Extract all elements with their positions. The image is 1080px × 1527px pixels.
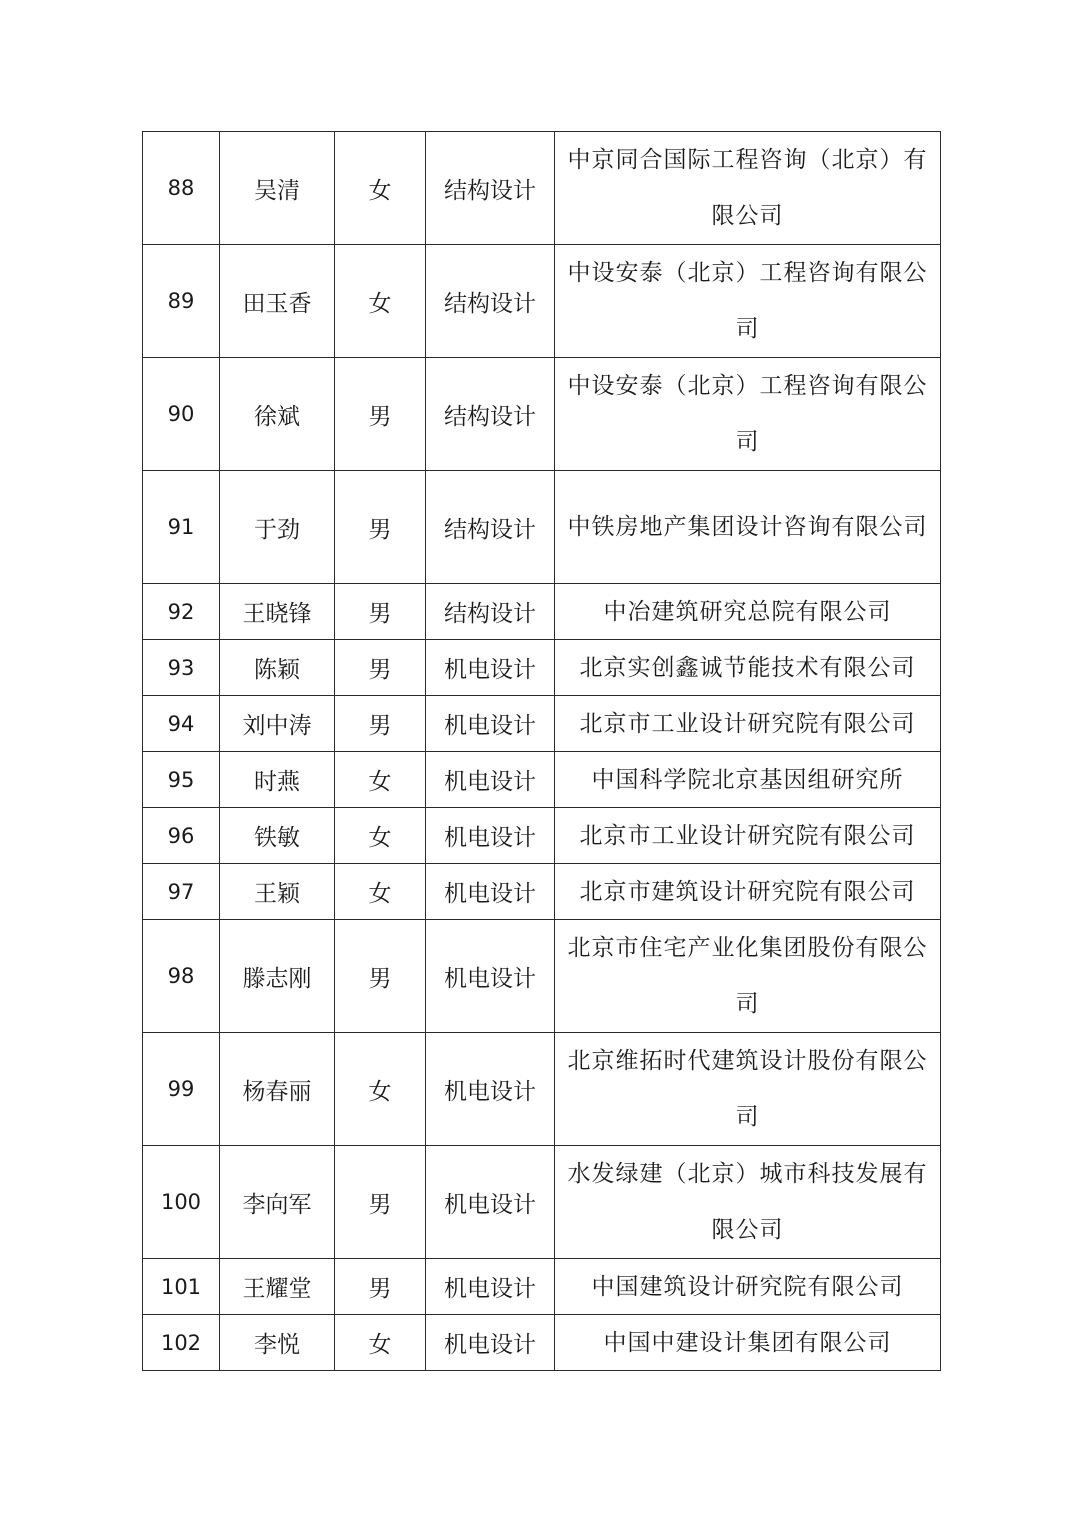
gender: 男 — [335, 471, 426, 584]
row-number: 97 — [143, 864, 220, 920]
table-row — [143, 1146, 941, 1259]
organization: 北京实创鑫诚节能技术有限公司 — [555, 640, 941, 696]
person-name: 李向军 — [220, 1146, 335, 1259]
row-number: 92 — [143, 584, 220, 640]
gender: 女 — [335, 1033, 426, 1146]
gender: 男 — [335, 1259, 426, 1315]
row-number: 91 — [143, 471, 220, 584]
specialty: 机电设计 — [426, 752, 555, 808]
organization: 水发绿建（北京）城市科技发展有限公司 — [555, 1146, 941, 1259]
gender: 女 — [335, 132, 426, 245]
gender: 男 — [335, 920, 426, 1033]
table-row — [143, 584, 941, 640]
row-number: 90 — [143, 358, 220, 471]
table-row — [143, 1033, 941, 1146]
organization: 北京市住宅产业化集团股份有限公司 — [555, 920, 941, 1033]
row-number: 89 — [143, 245, 220, 358]
table-row — [143, 471, 941, 584]
organization: 北京市工业设计研究院有限公司 — [555, 696, 941, 752]
person-name: 刘中涛 — [220, 696, 335, 752]
specialty: 机电设计 — [426, 1315, 555, 1371]
row-number: 95 — [143, 752, 220, 808]
row-number: 100 — [143, 1146, 220, 1259]
person-name: 于劲 — [220, 471, 335, 584]
row-number: 98 — [143, 920, 220, 1033]
gender: 女 — [335, 808, 426, 864]
row-number: 101 — [143, 1259, 220, 1315]
gender: 女 — [335, 245, 426, 358]
organization: 中设安泰（北京）工程咨询有限公司 — [555, 245, 941, 358]
row-number: 99 — [143, 1033, 220, 1146]
gender: 男 — [335, 640, 426, 696]
specialty: 结构设计 — [426, 245, 555, 358]
gender: 女 — [335, 864, 426, 920]
organization: 中国中建设计集团有限公司 — [555, 1315, 941, 1371]
roster-table — [142, 131, 941, 1371]
gender: 男 — [335, 696, 426, 752]
gender: 女 — [335, 1315, 426, 1371]
table-row — [143, 358, 941, 471]
person-name: 杨春丽 — [220, 1033, 335, 1146]
person-name: 徐斌 — [220, 358, 335, 471]
organization: 中铁房地产集团设计咨询有限公司 — [555, 471, 941, 584]
table-row — [143, 640, 941, 696]
person-name: 李悦 — [220, 1315, 335, 1371]
organization: 中冶建筑研究总院有限公司 — [555, 584, 941, 640]
table-row — [143, 696, 941, 752]
specialty: 机电设计 — [426, 864, 555, 920]
row-number: 94 — [143, 696, 220, 752]
gender: 男 — [335, 584, 426, 640]
organization: 中国科学院北京基因组研究所 — [555, 752, 941, 808]
person-name: 王耀堂 — [220, 1259, 335, 1315]
specialty: 结构设计 — [426, 471, 555, 584]
table-row — [143, 1315, 941, 1371]
specialty: 机电设计 — [426, 920, 555, 1033]
organization: 中设安泰（北京）工程咨询有限公司 — [555, 358, 941, 471]
row-number: 93 — [143, 640, 220, 696]
table-row — [143, 1259, 941, 1315]
specialty: 机电设计 — [426, 1146, 555, 1259]
specialty: 机电设计 — [426, 696, 555, 752]
organization: 北京维拓时代建筑设计股份有限公司 — [555, 1033, 941, 1146]
specialty: 机电设计 — [426, 1033, 555, 1146]
organization: 北京市工业设计研究院有限公司 — [555, 808, 941, 864]
table-row — [143, 808, 941, 864]
table-row — [143, 864, 941, 920]
specialty: 结构设计 — [426, 132, 555, 245]
row-number: 102 — [143, 1315, 220, 1371]
organization: 北京市建筑设计研究院有限公司 — [555, 864, 941, 920]
row-number: 96 — [143, 808, 220, 864]
specialty: 机电设计 — [426, 640, 555, 696]
specialty: 结构设计 — [426, 358, 555, 471]
gender: 男 — [335, 1146, 426, 1259]
table-row — [143, 132, 941, 245]
gender: 女 — [335, 752, 426, 808]
person-name: 陈颖 — [220, 640, 335, 696]
organization: 中京同合国际工程咨询（北京）有限公司 — [555, 132, 941, 245]
organization: 中国建筑设计研究院有限公司 — [555, 1259, 941, 1315]
table-row — [143, 245, 941, 358]
person-name: 王晓锋 — [220, 584, 335, 640]
person-name: 吴清 — [220, 132, 335, 245]
row-number: 88 — [143, 132, 220, 245]
specialty: 机电设计 — [426, 1259, 555, 1315]
table-row — [143, 920, 941, 1033]
specialty: 机电设计 — [426, 808, 555, 864]
specialty: 结构设计 — [426, 584, 555, 640]
table-row — [143, 752, 941, 808]
person-name: 田玉香 — [220, 245, 335, 358]
gender: 男 — [335, 358, 426, 471]
person-name: 王颖 — [220, 864, 335, 920]
person-name: 时燕 — [220, 752, 335, 808]
person-name: 滕志刚 — [220, 920, 335, 1033]
person-name: 铁敏 — [220, 808, 335, 864]
